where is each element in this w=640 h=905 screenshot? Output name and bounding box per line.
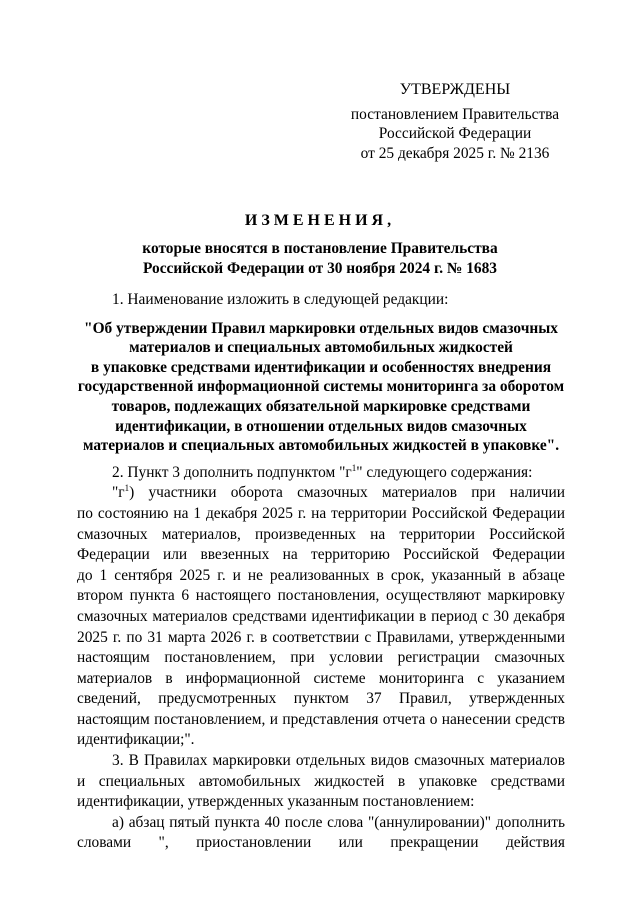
item-2-line: 2025 г. по 31 марта 2026 г. в соответствии с Правилами, утвержденными xyxy=(77,628,565,646)
item-2-line: втором пункта 6 настоящего постановления, осуществляют маркировку xyxy=(77,587,565,605)
item-2-line xyxy=(77,483,565,504)
item-2-line: по состоянию на 1 декабря 2025 г. на территории Российской Федерации xyxy=(77,504,565,522)
item-2-line: настоящим постановлением, при условии регистрации смазочных xyxy=(77,649,565,667)
subitem-a-line: а) абзац пятый пункта 40 после слова "(аннулировании)" дополнить xyxy=(112,813,565,831)
approval-line: постановлением Правительства xyxy=(350,105,560,123)
item-2-line: смазочных материалов средствами идентификации в период с 30 декабря xyxy=(77,607,565,625)
new-title-quote xyxy=(77,319,565,456)
document-body xyxy=(77,290,565,854)
approval-block xyxy=(330,80,580,163)
quote-line: в упаковке средствами идентификации и особенностях внедрения xyxy=(90,358,552,376)
item-1-intro: 1. Наименование изложить в следующей редакции: xyxy=(112,291,449,308)
subitem-a-line: словами ", приостановлении или прекращении действия xyxy=(77,834,565,852)
item-2-line: до 1 сентября 2025 г. и не реализованных в срок, указанный в абзаце xyxy=(77,566,565,584)
item-2-text: "г xyxy=(112,484,125,502)
item-2-line: материалов в информационной системе мониторинга с указанием xyxy=(77,669,565,687)
quote-line: материалов и специальных автомобильных жидкостей xyxy=(129,339,513,357)
item-2-intro-text: " следующего содержания: xyxy=(356,463,533,481)
quote-line: государственной информационной системы мониторинга за оборотом xyxy=(77,378,565,396)
item-2-line: идентификации;". xyxy=(77,731,195,749)
superscript: 1 xyxy=(124,483,130,494)
item-3-line: 3. В Правилах маркировки отдельных видов смазочных материалов xyxy=(112,752,565,770)
item-2-line: сведений, предусмотренных пунктом 37 Правил, утвержденных xyxy=(77,690,565,708)
item-2-intro-text: 2. Пункт 3 дополнить подпунктом "г xyxy=(112,463,352,481)
quote-line: идентификации, в отношении отдельных видов смазочных xyxy=(115,417,527,435)
superscript: 1 xyxy=(351,462,357,473)
subtitle-line: которые вносятся в постановление Правительства xyxy=(142,240,498,257)
item-2-line: Федерации или ввезенных на территорию Российской Федерации xyxy=(77,546,565,564)
quote-line: материалов и специальных автомобильных жидкостей в упаковке". xyxy=(82,437,560,455)
document-subtitle xyxy=(0,239,640,278)
quote-line: товаров, подлежащих обязательной маркировке средствами xyxy=(111,397,531,415)
item-2-line: смазочных материалов, произведенных на территории Российской xyxy=(77,525,565,543)
document-title: ИЗМЕНЕНИЯ, xyxy=(244,212,396,229)
quote-line: "Об утверждении Правил маркировки отдельных видов смазочных xyxy=(84,319,558,337)
approval-line: Российской Федерации xyxy=(378,125,532,142)
item-3-line: и специальных автомобильных жидкостей в упаковке средствами xyxy=(77,772,565,790)
approval-heading: УТВЕРЖДЕНЫ xyxy=(399,81,511,98)
item-3-line: идентификации, утвержденных указанным постановлением: xyxy=(77,793,475,811)
approval-line: от 25 декабря 2025 г. № 2136 xyxy=(360,144,550,162)
item-2-line: настоящим постановлением, и представления отчета о нанесении средств xyxy=(77,710,565,728)
item-2-intro xyxy=(77,463,565,484)
item-2-text: ) участники оборота смазочных материалов при наличии xyxy=(129,484,565,502)
subtitle-line: Российской Федерации от 30 ноября 2024 г. № 1683 xyxy=(142,259,498,277)
